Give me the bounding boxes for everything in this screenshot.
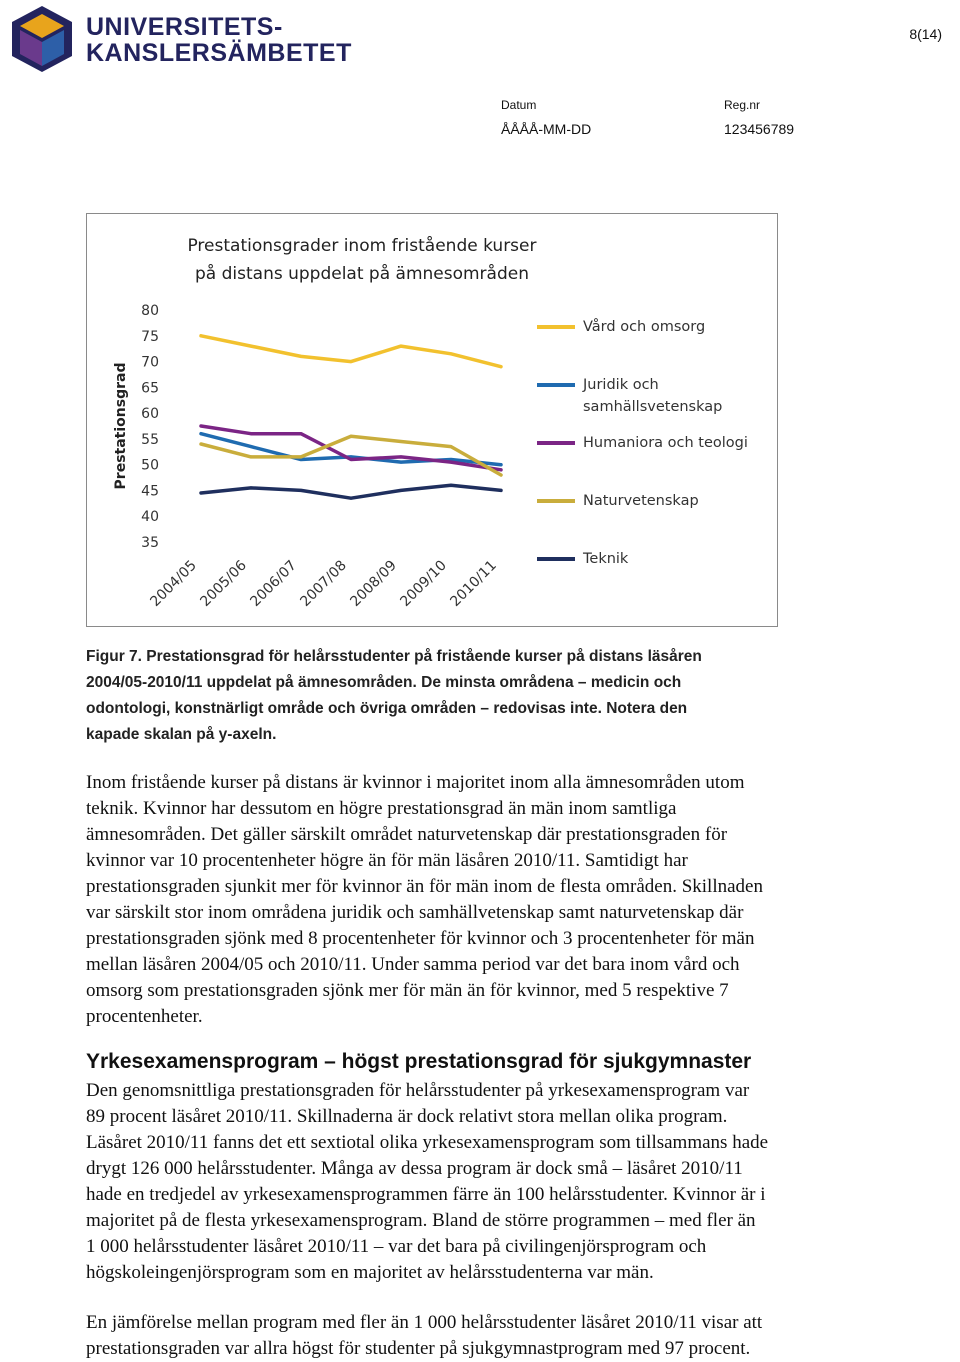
data-point <box>450 445 453 448</box>
x-tick-label: 2010/11 <box>447 557 500 610</box>
legend-swatch <box>537 557 575 561</box>
data-point <box>400 489 403 492</box>
y-tick-label: 40 <box>141 509 159 526</box>
y-tick-label: 55 <box>141 431 159 448</box>
page-number: 8(14) <box>909 26 942 42</box>
data-point <box>250 455 253 458</box>
data-point <box>300 489 303 492</box>
caption-line: Figur 7. Prestationsgrad för helårsstudenter på fristående kurser på distans läsåren <box>86 648 702 665</box>
x-tick-label: 2004/05 <box>147 557 200 610</box>
data-point <box>200 443 203 446</box>
body-paragraph-3 <box>86 1310 886 1362</box>
data-point <box>400 461 403 464</box>
y-tick-label: 45 <box>141 483 159 500</box>
y-tick-label: 70 <box>141 354 159 371</box>
legend-label: Juridik och samhällsvetenskap <box>583 377 723 415</box>
legend-swatch <box>537 383 575 387</box>
series-line <box>201 485 501 498</box>
figure-caption <box>86 644 786 748</box>
x-tick-label: 2007/08 <box>297 557 350 610</box>
legend-swatch <box>537 325 575 329</box>
paragraph2-line: hade en tredjedel av yrkesexamensprogrammen färre än 100 helårsstudenter. Kvinnor är i <box>86 1184 766 1205</box>
x-tick-label: 2006/07 <box>247 557 300 610</box>
paragraph1-line: mellan läsåren 2004/05 och 2010/11. Under samma period var det bara inom vård och <box>86 954 740 975</box>
paragraph1-line: prestationsgraden sjunkit mer för kvinnor än för män inom de flesta områden. Skillnaden <box>86 876 763 897</box>
section-heading: Yrkesexamensprogram – högst prestationsgrad för sjukgymnaster <box>86 1050 752 1073</box>
data-point <box>200 492 203 495</box>
data-point <box>250 486 253 489</box>
legend-label: Teknik <box>583 551 629 567</box>
y-axis-label: Prestationsgrad <box>113 362 129 490</box>
legend-label: Humaniora och teologi <box>583 435 748 451</box>
paragraph1-line: var särskilt stor inom områdena juridik och samhällvetenskap samt naturvetenskap där <box>86 902 744 923</box>
paragraph2-line: Den genomsnittliga prestationsgraden för helårsstudenter på yrkesexamensprogram var <box>86 1080 750 1101</box>
data-point <box>300 355 303 358</box>
paragraph1-line: teknik. Kvinnor har dessutom en högre prestationsgrad än män inom samtliga <box>86 798 677 819</box>
data-point <box>500 489 503 492</box>
caption-line: kapade skalan på y-axeln. <box>86 726 277 743</box>
reg-value: 123456789 <box>724 121 795 137</box>
data-point <box>500 463 503 466</box>
legend-swatch <box>537 499 575 503</box>
legend-item <box>537 374 773 418</box>
x-tick-label: 2009/10 <box>397 557 450 610</box>
paragraph1-line: ämnesområden. Det gäller särskilt området naturvetenskap där prestationsgraden för <box>86 824 728 845</box>
logo-line-2: KANSLERSÄMBETET <box>86 39 352 67</box>
y-tick-label: 75 <box>141 328 159 345</box>
x-tick-label: 2005/06 <box>197 557 250 610</box>
x-tick-label: 2008/09 <box>347 557 400 610</box>
logo-emblem-icon <box>8 4 76 74</box>
paragraph2-line: drygt 126 000 helårsstudenter. Många av dessa program är dock små – läsåret 2010/11 <box>86 1158 743 1179</box>
paragraph2-line: Läsåret 2010/11 fanns det ett sextiotal olika yrkesexamensprogram som tillsammans hade <box>86 1132 769 1153</box>
paragraph1-line: procentenheter. <box>86 1006 203 1027</box>
data-point <box>400 440 403 443</box>
caption-line: odontologi, konstnärligt område och övriga områden – redovisas inte. Notera den <box>86 700 688 717</box>
body-paragraph-1 <box>86 770 886 1030</box>
y-tick-label: 60 <box>141 406 159 423</box>
data-point <box>250 445 253 448</box>
data-point <box>500 365 503 368</box>
data-point <box>300 432 303 435</box>
legend-swatch <box>537 441 575 445</box>
data-point <box>500 468 503 471</box>
paragraph2-line: högskoleingenjörsprogram som en majoritet av helårsstudenterna var män. <box>86 1262 654 1283</box>
legend-item <box>537 548 773 570</box>
paragraph1-line: Inom fristående kurser på distans är kvinnor i majoritet inom alla ämnesområden utom <box>86 772 745 793</box>
data-point <box>400 345 403 348</box>
paragraph3-line: En jämförelse mellan program med fler än 1 000 helårsstudenter läsåret 2010/11 visar att <box>86 1312 763 1333</box>
data-point <box>300 455 303 458</box>
paragraph3-line: prestationsgraden var allra högst för studenter på sjukgymnastprogram med 97 procent. <box>86 1338 751 1359</box>
paragraph2-line: 1 000 helårsstudenter läsåret 2010/11 – var det bara på civilingenjörsprogram och <box>86 1236 707 1257</box>
data-point <box>450 484 453 487</box>
y-tick-label: 65 <box>141 380 159 397</box>
paragraph2-line: 89 procent läsåret 2010/11. Skillnaderna är dock relativt stora mellan olika program. <box>86 1106 728 1127</box>
reg-label: Reg.nr <box>724 98 761 112</box>
data-point <box>250 432 253 435</box>
y-tick-label: 50 <box>141 457 159 474</box>
data-point <box>250 345 253 348</box>
data-point <box>350 458 353 461</box>
paragraph2-line: majoritet på de flesta yrkesexamensprogram. Bland de större programmen – med fler än <box>86 1210 756 1231</box>
paragraph1-line: omsorg som prestationsgraden sjönk mer för män än för kvinnor, med 5 respektive 7 <box>86 980 729 1001</box>
data-point <box>200 432 203 435</box>
legend-item <box>537 316 773 338</box>
legend-label: Vård och omsorg <box>583 319 706 335</box>
logo-line-1: UNIVERSITETS- <box>86 13 283 41</box>
legend-item <box>537 432 773 454</box>
chart-title: Prestationsgrader inom fristående kurser på distans uppdelat på ämnesområden <box>187 236 537 284</box>
y-tick-label: 35 <box>141 535 159 551</box>
data-point <box>350 435 353 438</box>
data-point <box>200 334 203 337</box>
legend-item <box>537 490 773 512</box>
data-point <box>400 455 403 458</box>
chart-container <box>86 213 778 627</box>
logo-wordmark <box>86 14 352 66</box>
caption-line: 2004/05-2010/11 uppdelat på ämnesområden. De minsta områdena – medicin och <box>86 674 682 691</box>
data-point <box>350 360 353 363</box>
legend-label: Naturvetenskap <box>583 493 699 509</box>
paragraph1-line: prestationsgraden sjönk med 8 procentenheter för kvinnor och 3 procentenheter för män <box>86 928 755 949</box>
data-point <box>500 473 503 476</box>
data-point <box>350 497 353 500</box>
data-point <box>450 461 453 464</box>
data-point <box>200 425 203 428</box>
logo <box>8 4 76 74</box>
y-tick-label: 80 <box>141 303 159 319</box>
body-paragraph-2 <box>86 1078 886 1286</box>
data-point <box>450 352 453 355</box>
date-label: Datum <box>501 98 537 112</box>
paragraph1-line: kvinnor var 10 procentenheter högre än för män läsåren 2010/11. Samtidigt har <box>86 850 688 871</box>
date-value: ÅÅÅÅ-MM-DD <box>501 121 592 137</box>
